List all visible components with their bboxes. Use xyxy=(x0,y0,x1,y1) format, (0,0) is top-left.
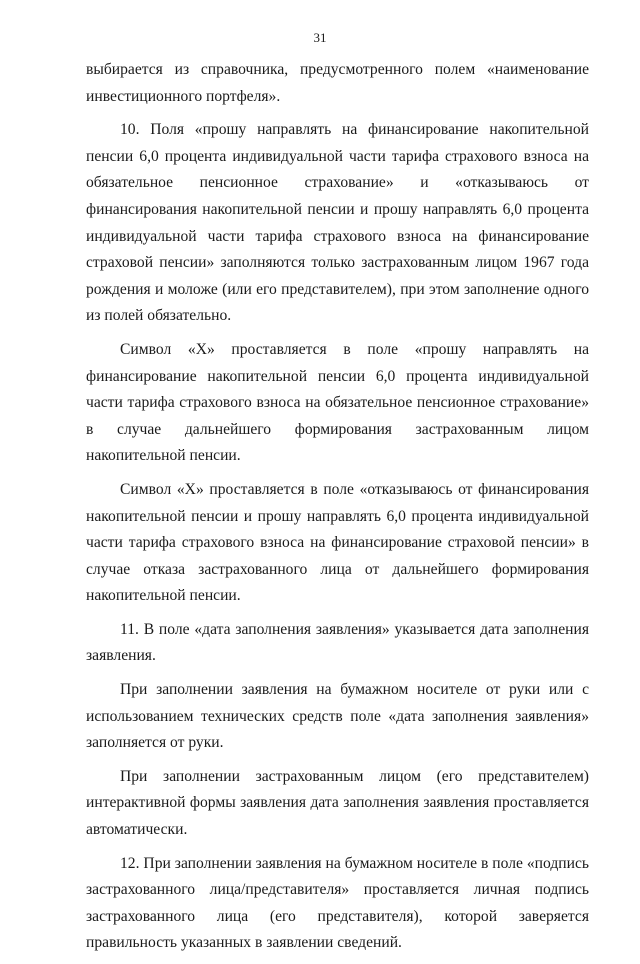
paragraph-symbol-x-refuse: Символ «Х» проставляется в поле «отказываюсь от финансирования накопительной пенсии и прошу направлять 6,0 процента индивидуальной части тарифа страхового взноса на финансирование страховой пенсии» в случае отказа застрахованного лица от дальнейшего формирования накопительной пенсии. xyxy=(86,480,589,605)
page-number: 31 xyxy=(313,30,327,45)
paragraph-interactive-form: При заполнении застрахованным лицом (его представителем) интерактивной формы заявления дата заполнения заявления проставляется автоматически. xyxy=(86,767,589,839)
paragraph-paper-by-hand: При заполнении заявления на бумажном носителе от руки или с использованием технических средств поле «дата заполнения заявления» заполняется от руки. xyxy=(86,681,589,752)
document-body xyxy=(86,57,589,964)
paragraph-continuation: выбирается из справочника, предусмотренного полем «наименование инвестиционного портфеля». xyxy=(86,61,589,105)
paragraph-symbol-x-finance: Символ «Х» проставляется в поле «прошу направлять на финансирование накопительной пенсии 6,0 процента индивидуальной части тарифа страхового взноса на обязательное пенсионное страхование» в случае дальнейшего формирования застрахованным лицом накопительной пенсии. xyxy=(86,340,589,465)
paragraph-item-10: 10. Поля «прошу направлять на финансирование накопительной пенсии 6,0 процента индивидуальной части тарифа страхового взноса на обязательное пенсионное страхование» и «отказываюсь от финансирования накопительной пенсии и прошу направлять 6,0 процента индивидуальной части тарифа страхового взноса на финансирование страховой пенсии» заполняются только застрахованным лицом 1967 года рождения и моложе (или его представителем), при этом заполнение одного из полей обязательно. xyxy=(86,121,589,325)
paragraph-item-11: 11. В поле «дата заполнения заявления» указывается дата заполнения заявления. xyxy=(86,620,589,665)
paragraph-item-12: 12. При заполнении заявления на бумажном носителе в поле «подпись застрахованного лица/представителя» проставляется личная подпись застрахованного лица (его представителя), которой заверяется правильность указанных в заявлении сведений. xyxy=(86,854,589,952)
